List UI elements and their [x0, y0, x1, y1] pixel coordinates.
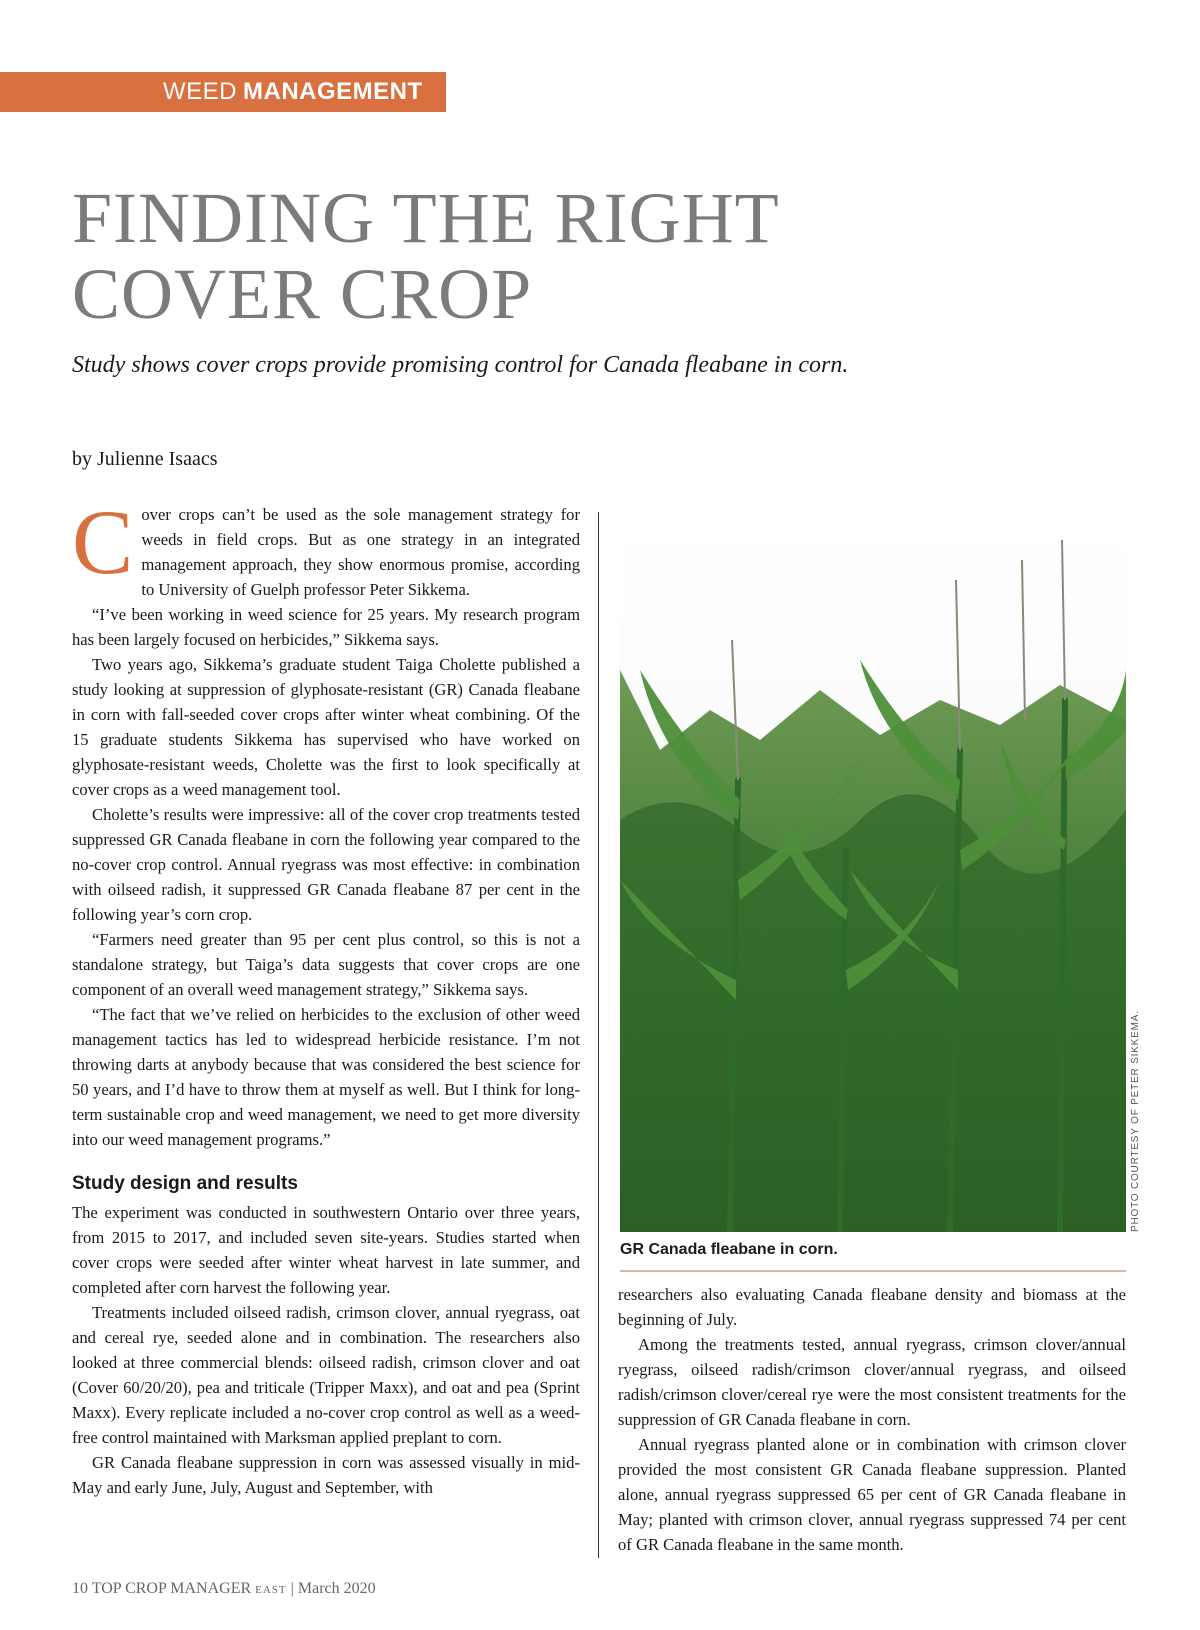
byline: by Julienne Isaacs	[72, 448, 218, 470]
section-banner-word1: WEED	[163, 78, 237, 105]
footer-separator: |	[290, 1580, 294, 1597]
paragraph-11: Among the treatments tested, annual ryegrass, crimson clover/annual ryegrass, oilseed radish/crimson clover/annual ryegrass, and oilseed radish/crimson clover/cereal rye were the most consistent treatments for the suppression of GR Canada fleabane in corn.	[618, 1335, 1126, 1429]
section-banner	[0, 72, 446, 112]
article-subtitle: Study shows cover crops provide promising control for Canada fleabane in corn.	[72, 352, 849, 378]
paragraph-1	[72, 491, 580, 602]
column-divider	[598, 512, 599, 1558]
page-number: 10	[72, 1580, 88, 1597]
corn-field-photo	[620, 520, 1126, 1232]
paragraph-10: researchers also evaluating Canada fleabane density and biomass at the beginning of July.	[618, 1285, 1126, 1329]
article-column-right	[618, 1282, 1126, 1557]
magazine-edition: EAST	[255, 1584, 287, 1596]
paragraph-6: “The fact that we’ve relied on herbicides to the exclusion of other weed management tactics has led to widespread herbicide resistance. I’m not throwing darts at anybody because that was considered the best science for 50 years, and I’d have to throw them at myself as well. But I think for long-term sustainable crop and weed management, we need to get more diversity into our weed management programs.”	[72, 1005, 580, 1149]
article-title	[72, 180, 972, 332]
section-heading: Study design and results	[72, 1173, 298, 1194]
photo-credit: PHOTO COURTESY OF PETER SIKKEMA.	[1130, 1010, 1141, 1232]
paragraph-5: “Farmers need greater than 95 per cent plus control, so this is not a standalone strategy, but Taiga’s data suggests that cover crops are one component of an overall weed management strategy,” Sikkema says.	[72, 930, 580, 999]
photo-caption: GR Canada fleabane in corn.	[620, 1241, 838, 1258]
paragraph-4: Cholette’s results were impressive: all of the cover crop treatments tested suppressed GR Canada fleabane in corn the following year compared to the no-cover crop control. Annual ryegrass was most effective: in combination with oilseed radish, it suppressed GR Canada fleabane 87 per cent in the following year’s corn crop.	[72, 805, 580, 924]
article-title-line1: FINDING THE RIGHT	[72, 178, 780, 258]
article-title-line2: COVER CROP	[72, 254, 533, 334]
paragraph-2: “I’ve been working in weed science for 25 years. My research program has been largely focused on herbicides,” Sikkema says.	[72, 605, 580, 649]
page-footer	[72, 1580, 376, 1598]
issue-date: March 2020	[297, 1580, 376, 1597]
drop-cap: C	[72, 491, 134, 593]
magazine-name: TOP CROP MANAGER	[91, 1580, 252, 1597]
caption-rule	[620, 1270, 1126, 1272]
section-banner-word2: MANAGEMENT	[243, 78, 423, 105]
paragraph-8: Treatments included oilseed radish, crimson clover, annual ryegrass, oat and cereal rye, seeded alone and in combination. The researchers also looked at three commercial blends: oilseed radish, crimson clover and oat (Cover 60/20/20), pea and triticale (Tripper Maxx), and oat and pea (Sprint Maxx). Every replicate included a no-cover crop control as well as a weed-free control maintained with Marksman applied preplant to corn.	[72, 1303, 580, 1447]
article-column-left	[72, 491, 580, 1500]
paragraph-12: Annual ryegrass planted alone or in combination with crimson clover provided the most consistent GR Canada fleabane suppression. Planted alone, annual ryegrass suppressed 65 per cent of GR Canada fleabane in May; planted with crimson clover, annual ryegrass suppressed 74 per cent of GR Canada fleabane in the same month.	[618, 1435, 1126, 1554]
paragraph-1-text: over crops can’t be used as the sole management strategy for weeds in field crops. But as one strategy in an integrated management approach, they show enormous promise, according to University of Guelph professor Peter Sikkema.	[141, 505, 580, 599]
paragraph-3: Two years ago, Sikkema’s graduate student Taiga Cholette published a study looking at suppression of glyphosate-resistant (GR) Canada fleabane in corn with fall-seeded cover crops after winter wheat combining. Of the 15 graduate students Sikkema has supervised who have worked on glyphosate-resistant weeds, Cholette was the first to look specifically at cover crops as a weed management tool.	[72, 655, 580, 799]
paragraph-9: GR Canada fleabane suppression in corn was assessed visually in mid-May and early June, July, August and September, with	[72, 1453, 580, 1497]
paragraph-7: The experiment was conducted in southwestern Ontario over three years, from 2015 to 2017, and included seven site-years. Studies started when cover crops were seeded after winter wheat harvest in late summer, and completed after corn harvest the following year.	[72, 1203, 580, 1297]
